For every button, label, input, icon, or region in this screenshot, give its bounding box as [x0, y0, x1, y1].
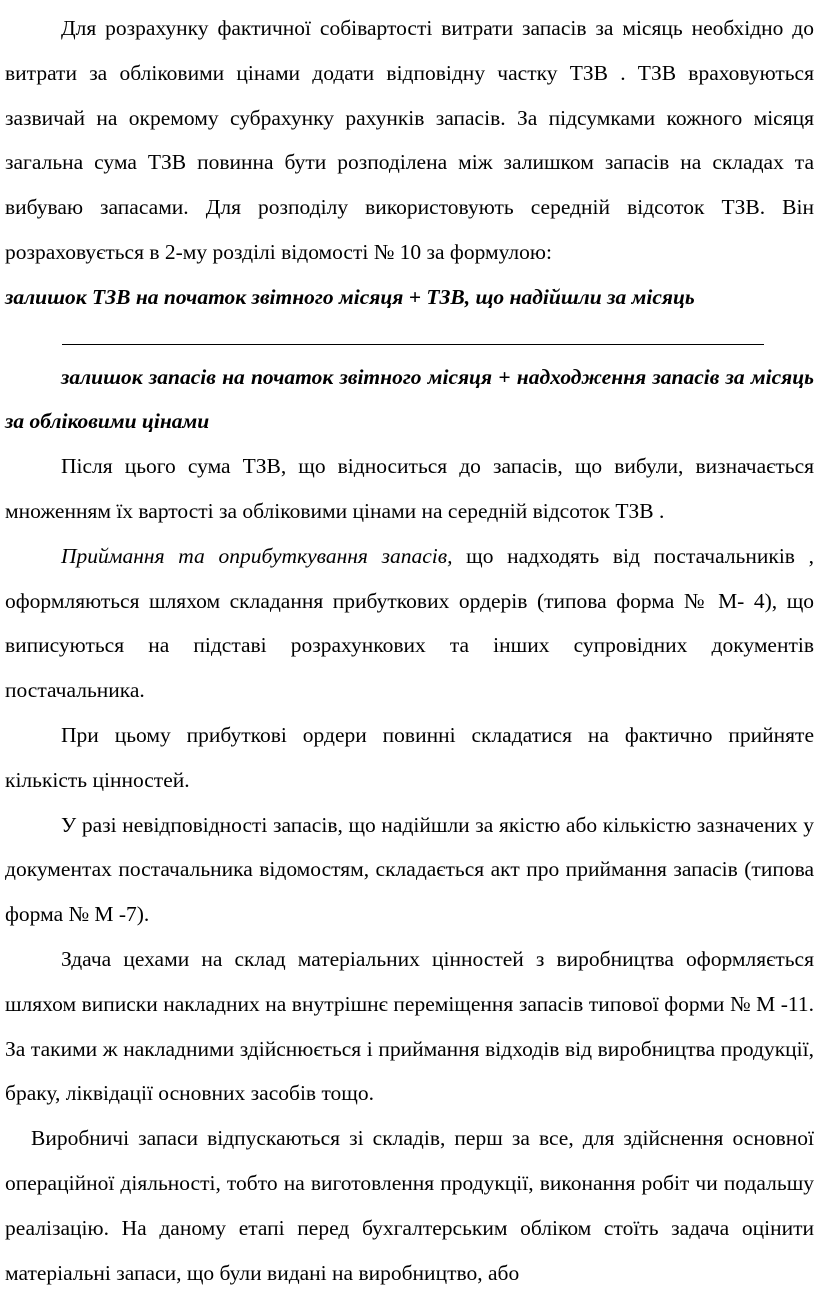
receiving-heading: Приймання та оприбуткування запасів,	[61, 543, 453, 568]
paragraph-discrepancy: У разі невідповідності запасів, що надійшли за якістю або кількістю зазначених у документах постачальника відомостям, складається акт про приймання запасів (типова форма № М -7).	[5, 812, 814, 927]
paragraph-receipt-orders: При цьому прибуткові ордери повинні складатися на фактично прийняте кількість цінностей.	[5, 722, 814, 792]
formula-numerator: залишок ТЗВ на початок звітного місяця + ТЗВ, що надійшли за місяць	[5, 284, 695, 309]
fraction-line	[62, 344, 764, 345]
receiving-text: що надходять від постачальників , оформляються шляхом складання прибуткових ордерів (типова форма № М- 4), що виписуються на підставі розрахункових та інших супровідних документів постачальника.	[5, 543, 814, 703]
document-page	[5, 6, 814, 1295]
paragraph-receiving	[5, 534, 814, 713]
formula-denominator: залишок запасів на початок звітного місяця + надходження запасів за місяць за обліковими цінами	[5, 364, 814, 434]
paragraph-tzv-calculation: Для розрахунку фактичної собівартості витрати запасів за місяць необхідно до витрати за обліковими цінами додати відповідну частку ТЗВ . ТЗВ враховуються зазвичай на окремому субрахунку рахунків запасів. За підсумками кожного місяця загальна сума ТЗВ повинна бути розподілена між залишком запасів на складах та вибуваю запасами. Для розподілу використовують середній відсоток ТЗВ. Він розраховується в 2-му розділі відомості № 10 за формулою:	[5, 16, 814, 264]
paragraph-tzv-distribution: Після цього сума ТЗВ, що відноситься до запасів, що вибули, визначається множенням їх вартості за обліковими цінами на середній відсоток ТЗВ .	[5, 454, 814, 523]
paragraph-production-release: Виробничі запаси відпускаються зі складів, перш за все, для здійснення основної операційної діяльності, тобто на виготовлення продукції, виконання робіт чи подальшу реалізацію. На даному етапі перед бухгалтерським обліком стоїть задача оцінити матеріальні запаси, що були видані на виробництво, або	[5, 1126, 814, 1285]
paragraph-workshop-transfer: Здача цехами на склад матеріальних цінностей з виробництва оформляється шляхом виписки накладних на внутрішнє переміщення запасів типової форми № М -11. За такими ж накладними здійснюється і приймання відходів від виробництва продукції, браку, ліквідації основних засобів тощо.	[5, 946, 814, 1106]
